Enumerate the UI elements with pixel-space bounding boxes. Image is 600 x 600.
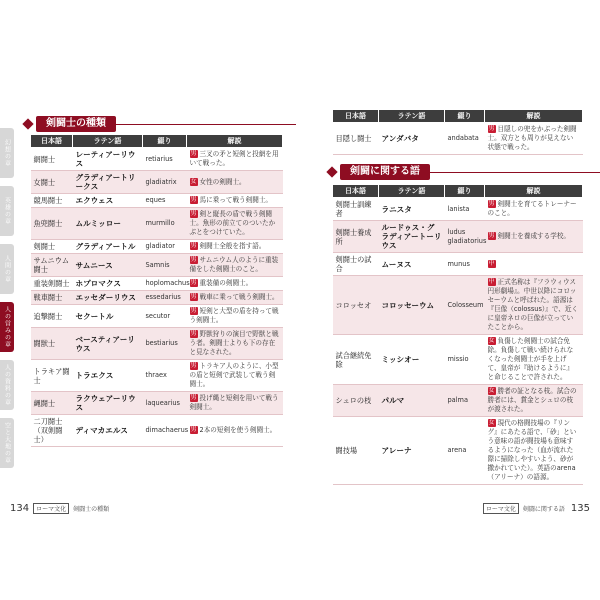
latin-reading-text: エクウェス [75,196,114,205]
latin-spelling-text: arena [447,446,467,454]
section-title: 剣闘士の種類 [36,116,116,132]
table-row [31,148,283,171]
description-text: 女性の剣闘士。 [199,177,246,186]
latin-reading-text: エッセダーリウス [75,293,136,302]
page-footer-left [10,503,109,514]
gender-badge: 男 [190,426,197,433]
description-text: 三叉の矛と短剣と投網を用いて戦った。 [189,150,279,167]
description [187,360,283,392]
latin-spelling [143,277,190,291]
latin-spelling [143,254,187,277]
description [485,385,583,417]
latin-reading [379,221,445,253]
table-row [31,208,283,240]
column-header: 解説 [485,110,583,123]
latin-reading [73,277,143,291]
latin-reading-text: ラクウェアーリウス [75,394,136,412]
latin-spelling [143,328,187,360]
latin-spelling-text: eques [145,196,166,204]
page-number: 135 [570,503,590,514]
japanese-term [31,277,73,291]
gender-badge: 男 [190,293,197,300]
latin-spelling [143,171,187,194]
japanese-term [31,171,73,194]
japanese-term-text: 剣闘士養成所 [335,227,372,246]
table-row [31,305,283,328]
japanese-term-text: 二刀闘士（双剣闘士） [33,417,63,444]
table-row [31,240,283,254]
gender-badge: 男 [488,232,495,239]
latin-reading [73,360,143,392]
footer-tag: ローマ文化 [483,503,519,514]
diamond-icon [326,166,337,177]
latin-spelling [143,208,187,240]
japanese-term [333,417,379,485]
gender-badge: 男 [488,125,495,132]
section-title: 剣闘に関する語 [340,164,430,180]
latin-spelling [143,194,187,208]
japanese-term [31,305,73,328]
japanese-term-text: 競馬闘士 [33,196,63,205]
japanese-term-text: コロッセオ [335,300,372,310]
description [187,305,283,328]
japanese-term-text: 網闘士 [33,154,56,164]
latin-reading-text: ムーヌス [381,259,412,269]
latin-reading [379,417,445,485]
japanese-term [333,335,379,385]
section-header-left [24,116,296,132]
japanese-term-text: 縄闘士 [33,398,56,408]
latin-reading [73,208,143,240]
description-text: トラキア人のように、小型の盾と短剣で武装して戦う剣闘士。 [189,362,279,388]
column-header: 解説 [187,135,283,148]
description [485,123,583,155]
latin-reading-text: セクートル [75,311,114,321]
description [485,253,583,276]
latin-spelling-text: munus [447,259,470,268]
japanese-term [31,392,73,415]
column-header: ラテン語 [73,135,143,148]
gender-badge: 女 [488,387,495,394]
gender-badge: 男 [190,279,197,286]
table-row [31,328,283,360]
latin-reading [73,328,143,360]
latin-reading-text: グラディアートル [75,242,136,251]
latin-spelling-text: Colosseum [447,300,484,309]
latin-spelling [445,385,485,417]
latin-spelling-text: murmillo [145,219,175,227]
gender-badge: 男 [190,362,197,369]
table-row [31,277,283,291]
description-text: 剣闘士全般を指す語。 [199,242,266,250]
latin-spelling-text: dimachaerus [145,426,189,434]
latin-spelling [445,221,485,253]
latin-reading [379,385,445,417]
latin-reading [73,291,143,305]
latin-spelling-text: lanista [447,204,470,213]
gender-badge: 男 [190,242,197,249]
table-row [31,194,283,208]
japanese-term [31,254,73,277]
gender-badge: 男 [190,150,197,157]
column-header: ラテン語 [379,185,445,198]
japanese-term-text: 剣闘士訓練者 [335,200,372,218]
table-row [31,254,283,277]
latin-reading-text: ミッシオー [381,355,420,364]
gender-badge: 女 [488,337,495,344]
description [187,240,283,254]
description [485,276,583,335]
latin-reading [73,148,143,171]
divider [430,172,600,173]
latin-spelling [445,123,485,155]
gender-badge: 中 [488,259,495,267]
japanese-term [333,385,379,417]
gladiator-terms-table [332,184,583,485]
gender-badge: 男 [190,307,197,314]
side-tab[interactable]: 人の資料の章 [0,360,14,410]
side-tab[interactable]: 空と大地の章 [0,418,14,468]
japanese-term-text: 重装剣闘士 [33,279,70,288]
description-text: 重装備の剣闘士。 [199,279,253,287]
latin-spelling [143,392,187,415]
table-header-row [333,110,583,123]
gender-badge: 女 [488,419,495,426]
description-text: 短剣と大型の盾を持って戦う剣闘士。 [189,307,279,324]
right-page [300,0,600,600]
japanese-term [333,198,379,221]
divider [116,124,296,125]
japanese-term-text: 試合継続免除 [335,350,372,369]
latin-reading-text: ルードゥス・グラディアートーリウス [381,223,442,250]
japanese-term-text: 闘技場 [335,446,358,455]
section-header-right [328,164,600,180]
description [187,328,283,360]
latin-spelling-text: bestiarius [145,339,178,347]
japanese-term-text: 闘獣士 [33,339,56,348]
table-header-row [31,135,283,148]
gender-badge: 男 [190,330,197,337]
description-text: 野獣狩りの演目で野獣と戦う者。剣闘士よりも下の存在と見なされた。 [189,330,279,356]
latin-reading [379,198,445,221]
footer-title: 剣闘士の種類 [73,506,110,513]
latin-spelling-text: ludus gladiatorius [447,227,487,245]
latin-reading-text: トラエクス [75,371,114,380]
latin-spelling-text: gladiatrix [145,177,177,186]
latin-spelling-text: hoplomachus [145,279,190,287]
japanese-term-text: 戦車闘士 [33,293,63,302]
latin-reading-text: レーティアーリウス [75,150,136,168]
description [187,194,283,208]
gladiator-types-table [30,134,283,447]
column-header: 日本語 [333,185,379,198]
japanese-term [31,291,73,305]
latin-spelling-text: laquearius [145,398,180,407]
latin-spelling-text: missio [447,355,469,363]
japanese-term [31,194,73,208]
japanese-term-text: シュロの枝 [335,396,372,405]
description [187,208,283,240]
japanese-term [31,360,73,392]
latin-reading-text: ムルミッロー [75,219,121,228]
table-row [333,335,583,385]
japanese-term [333,221,379,253]
japanese-term [333,276,379,335]
description [187,415,283,447]
table-row [31,392,283,415]
side-tab-active[interactable]: 人の営みの章 [0,302,14,352]
description-text: 剣と縦長の盾で戦う剣闘士。魚形の前立てのついたかぶとをつけていた。 [189,210,276,236]
latin-reading [379,123,445,155]
description [485,198,583,221]
latin-reading-text: ベースティアーリウス [75,334,135,353]
latin-spelling [143,291,187,305]
table-row [333,123,583,155]
side-tab[interactable]: 人間の章 [0,244,14,294]
japanese-term [31,208,73,240]
gender-badge: 男 [190,196,197,203]
table-row [333,221,583,253]
latin-reading-text: ラニスタ [381,204,412,214]
latin-reading-text: グラディアートリークス [75,173,136,191]
side-tab[interactable]: 幻想の章 [0,128,14,178]
description-text: 正式名称は『フラウィウス円形劇場』。中世以降にコロッセーウムと呼ばれた。語源は『巨像（colossus）』で、近くに皇帝ネロの巨像が立っていたことから。 [487,278,579,331]
latin-reading-text: サムニース [75,260,113,270]
japanese-term-text: サムニウム闘士 [33,256,70,274]
gender-badge: 男 [190,256,197,263]
description [485,335,583,385]
description-text: 剣闘士を育てるトレーナーのこと。 [487,200,577,217]
table-row [31,171,283,194]
latin-reading [73,392,143,415]
latin-spelling [143,360,187,392]
description-text: 現代の格闘技場の『リング』にあたる語で、「砂」という意味の語が闘技場も意味するようになった（血が流れた際に掃除しやすいよう、砂が撒かれていた）。英語のarena（アリーナ）の語源。 [487,419,577,481]
latin-spelling-text: secutor [145,311,171,320]
footer-title: 剣闘に関する語 [522,506,565,513]
latin-spelling-text: thraex [145,371,167,379]
description [187,254,283,277]
description [485,221,583,253]
latin-reading [73,254,143,277]
japanese-term [333,123,379,155]
description [187,148,283,171]
description-text: 剣闘士を養成する学校。 [497,232,571,240]
table-row [31,360,283,392]
footer-tag: ローマ文化 [33,503,69,514]
description-text: 勝者の証となる枝。試合の勝者には、賞金とシュロの枝が渡された。 [487,387,577,413]
japanese-term-text: 追撃闘士 [33,311,63,321]
latin-reading-text: ディマカエルス [75,426,128,435]
latin-spelling [143,240,187,254]
column-header: 日本語 [31,135,73,148]
latin-reading [379,253,445,276]
latin-spelling [143,305,187,328]
latin-reading-text: コロッセーウム [381,300,435,310]
gender-badge: 中 [488,278,495,285]
latin-spelling [445,253,485,276]
description-text: 投げ縄と短剣を用いて戦う剣闘士。 [189,394,279,411]
column-header: ラテン語 [379,110,445,123]
latin-reading-text: パルマ [381,396,405,405]
table-header-row [333,185,583,198]
gender-badge: 男 [190,210,197,217]
table-row [31,415,283,447]
description [187,277,283,291]
latin-reading [73,194,143,208]
description-text: 目隠しの兜をかぶった剣闘士。双方とも周りが見えない状態で戦った。 [487,125,577,151]
japanese-term-text: 女闘士 [33,177,56,187]
japanese-term [31,415,73,447]
table-row [333,417,583,485]
japanese-term [31,148,73,171]
description-text: 戦車に乗って戦う剣闘士。 [199,293,279,301]
japanese-term-text: 剣闘士 [33,242,56,251]
column-header: 解説 [485,185,583,198]
latin-spelling [445,276,485,335]
table-row [333,276,583,335]
latin-reading [73,305,143,328]
latin-reading [73,415,143,447]
page-footer-right [479,503,590,514]
description-text: 負傷した剣闘士の試合免除。負傷して戦い続けられなくなった剣闘士が手を上げて、皇帝が『助けるように』と命じることで許された。 [487,337,574,381]
gender-badge: 男 [488,200,495,207]
latin-spelling [445,335,485,385]
gender-badge: 男 [190,394,197,401]
latin-spelling [143,415,187,447]
japanese-term-text: 目隠し闘士 [335,134,372,143]
gladiator-types-continued-table [332,109,583,155]
column-header: 綴り [445,185,485,198]
latin-reading-text: ホプロマクス [75,279,121,288]
latin-spelling-text: retiarius [145,154,173,163]
japanese-term-text: トラキア闘士 [33,366,70,385]
japanese-term [333,253,379,276]
description-text: 2本の短剣を使う剣闘士。 [199,426,277,434]
side-index-tabs [0,128,14,476]
column-header: 綴り [143,135,187,148]
japanese-term [31,328,73,360]
latin-spelling-text: gladiator [145,242,175,250]
latin-reading-text: アレーナ [381,446,412,455]
gender-badge: 女 [190,177,197,185]
description [187,392,283,415]
table-row [333,253,583,276]
description [485,417,583,485]
latin-reading-text: アンダバタ [381,134,419,143]
latin-spelling [445,198,485,221]
column-header: 綴り [445,110,485,123]
latin-spelling-text: Samnis [145,260,170,269]
description [187,291,283,305]
page-number: 134 [10,503,30,514]
table-row [333,198,583,221]
japanese-term [31,240,73,254]
latin-reading [379,335,445,385]
latin-reading [379,276,445,335]
description [187,171,283,194]
description-text: サムニウム人のように重装備をした剣闘士のこと。 [189,256,279,273]
side-tab[interactable]: 英雄の章 [0,186,14,236]
latin-spelling [143,148,187,171]
diamond-icon [22,118,33,129]
japanese-term-text: 魚兜闘士 [33,219,63,228]
latin-spelling-text: andabata [447,134,479,142]
latin-reading [73,240,143,254]
table-row [31,291,283,305]
japanese-term-text: 剣闘士の試合 [335,255,372,273]
column-header: 日本語 [333,110,379,123]
latin-reading [73,171,143,194]
latin-spelling-text: essedarius [145,293,181,301]
latin-spelling-text: palma [447,396,469,404]
description-text: 馬に乗って戦う剣闘士。 [199,196,273,204]
table-row [333,385,583,417]
latin-spelling [445,417,485,485]
